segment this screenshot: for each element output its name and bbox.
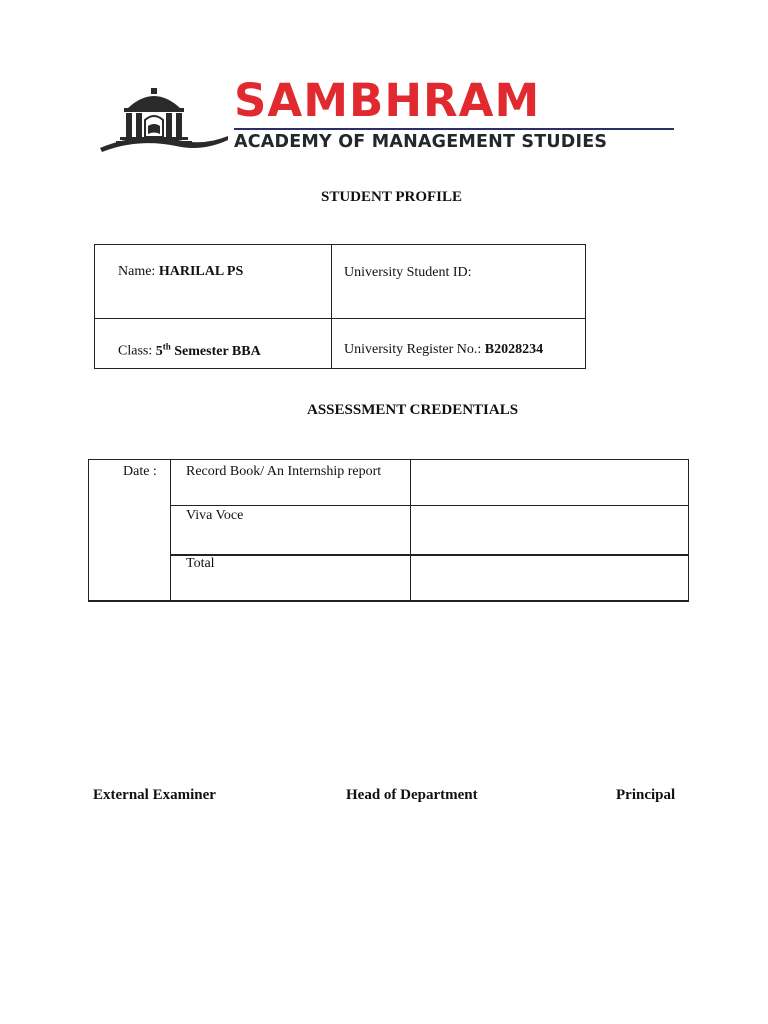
name-cell (118, 264, 243, 280)
student-profile-heading: STUDENT PROFILE (321, 189, 463, 205)
record-book-label: Record Book/ An Internship report (186, 464, 382, 479)
table-divider (170, 505, 689, 506)
register-number-label: University Register No.: (344, 342, 482, 357)
table-divider (95, 318, 585, 319)
class-program: Semester BBA (174, 343, 261, 359)
class-value (155, 341, 261, 359)
class-cell (118, 341, 261, 360)
table-divider (170, 554, 689, 556)
assessment-credentials-heading: ASSESSMENT CREDENTIALS (307, 402, 519, 418)
principal-signature-label: Principal (616, 787, 676, 803)
logo-divider (234, 128, 674, 130)
class-label: Class: (118, 343, 153, 359)
register-number-value: B2028234 (484, 342, 544, 357)
head-of-department-signature-label: Head of Department (346, 787, 478, 803)
logo-subtitle: ACADEMY OF MANAGEMENT STUDIES (234, 132, 608, 152)
logo-title: SAMBHRAM (234, 74, 541, 127)
student-id-label: University Student ID: (344, 265, 472, 280)
student-id-cell (344, 265, 472, 281)
name-label: Name: (118, 264, 156, 279)
table-divider (170, 460, 171, 600)
name-value: HARILAL PS (158, 264, 244, 279)
register-number-cell (344, 342, 543, 358)
table-divider (331, 245, 332, 368)
institution-emblem-icon (98, 86, 230, 154)
class-ordinal-suffix: th (162, 341, 171, 351)
viva-voce-label: Viva Voce (186, 508, 244, 523)
institution-logo (98, 74, 678, 156)
class-semester-number: 5 (155, 343, 163, 359)
date-label: Date : (123, 464, 157, 479)
external-examiner-signature-label: External Examiner (93, 787, 216, 803)
assessment-table (88, 459, 689, 602)
student-profile-table (94, 244, 586, 369)
table-divider (410, 460, 411, 600)
total-label: Total (186, 556, 215, 571)
